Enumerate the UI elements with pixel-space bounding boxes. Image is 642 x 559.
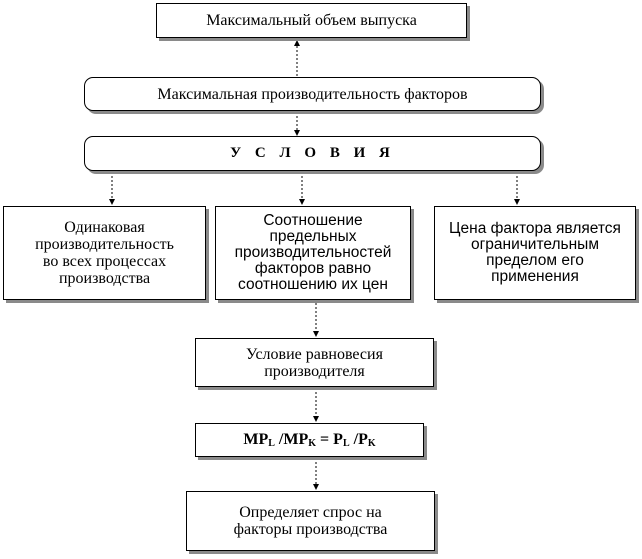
formula-slash-2: / <box>349 431 359 448</box>
formula-mp-l: MP <box>243 431 269 448</box>
formula-equals: = <box>316 431 334 448</box>
equal-productivity-line-3: во всех процессах <box>42 253 167 270</box>
formula-sub-k: K <box>308 438 317 449</box>
equilibrium-line-2: производителя <box>264 362 365 380</box>
marginal-ratio-line-3: производительностей <box>234 244 392 261</box>
equilibrium-line-1: Условие равновесия <box>246 345 383 363</box>
max-output-box <box>156 3 467 38</box>
factor-price-line-1: Цена фактора является <box>449 220 621 237</box>
formula-mp-k: MP <box>283 431 309 448</box>
max-productivity-box <box>84 77 541 111</box>
max-output-label: Максимальный объем выпуска <box>206 12 417 29</box>
equal-productivity-box <box>3 206 206 300</box>
formula-p-l: P <box>333 431 343 448</box>
equilibrium-box <box>195 338 434 387</box>
demand-line-1: Определяет спрос на <box>239 504 382 521</box>
equal-productivity-line-4: производства <box>58 270 151 287</box>
factor-price-line-2: ограничительным <box>471 236 599 253</box>
marginal-ratio-line-4: факторов равно <box>254 260 372 277</box>
conditions-label: У С Л О В И Я <box>230 145 395 161</box>
factor-price-line-4: применения <box>491 268 579 285</box>
max-productivity-label: Максимальная производительность факторов <box>157 85 468 103</box>
marginal-ratio-line-1: Соотношение <box>263 212 363 229</box>
demand-line-2: факторы производства <box>233 521 388 538</box>
formula-slash-1: / <box>274 431 284 448</box>
marginal-ratio-line-5: соотношению их цен <box>238 276 388 293</box>
marginal-ratio-line-2: предельных <box>269 228 357 245</box>
formula-sub-pk: K <box>367 438 376 449</box>
formula-p-k: P <box>358 431 368 448</box>
demand-box <box>186 491 435 551</box>
formula-sub-l: L <box>268 438 275 449</box>
marginal-ratio-box <box>215 206 411 300</box>
equal-productivity-line-2: производительность <box>35 236 174 253</box>
equal-productivity-line-1: Одинаковая <box>64 219 145 236</box>
factor-price-box <box>434 206 636 300</box>
formula-box <box>195 423 424 457</box>
formula-expression <box>243 431 375 449</box>
conditions-box <box>84 136 541 171</box>
formula-sub-pl: L <box>342 438 350 449</box>
factor-price-line-3: пределом его <box>486 252 584 269</box>
